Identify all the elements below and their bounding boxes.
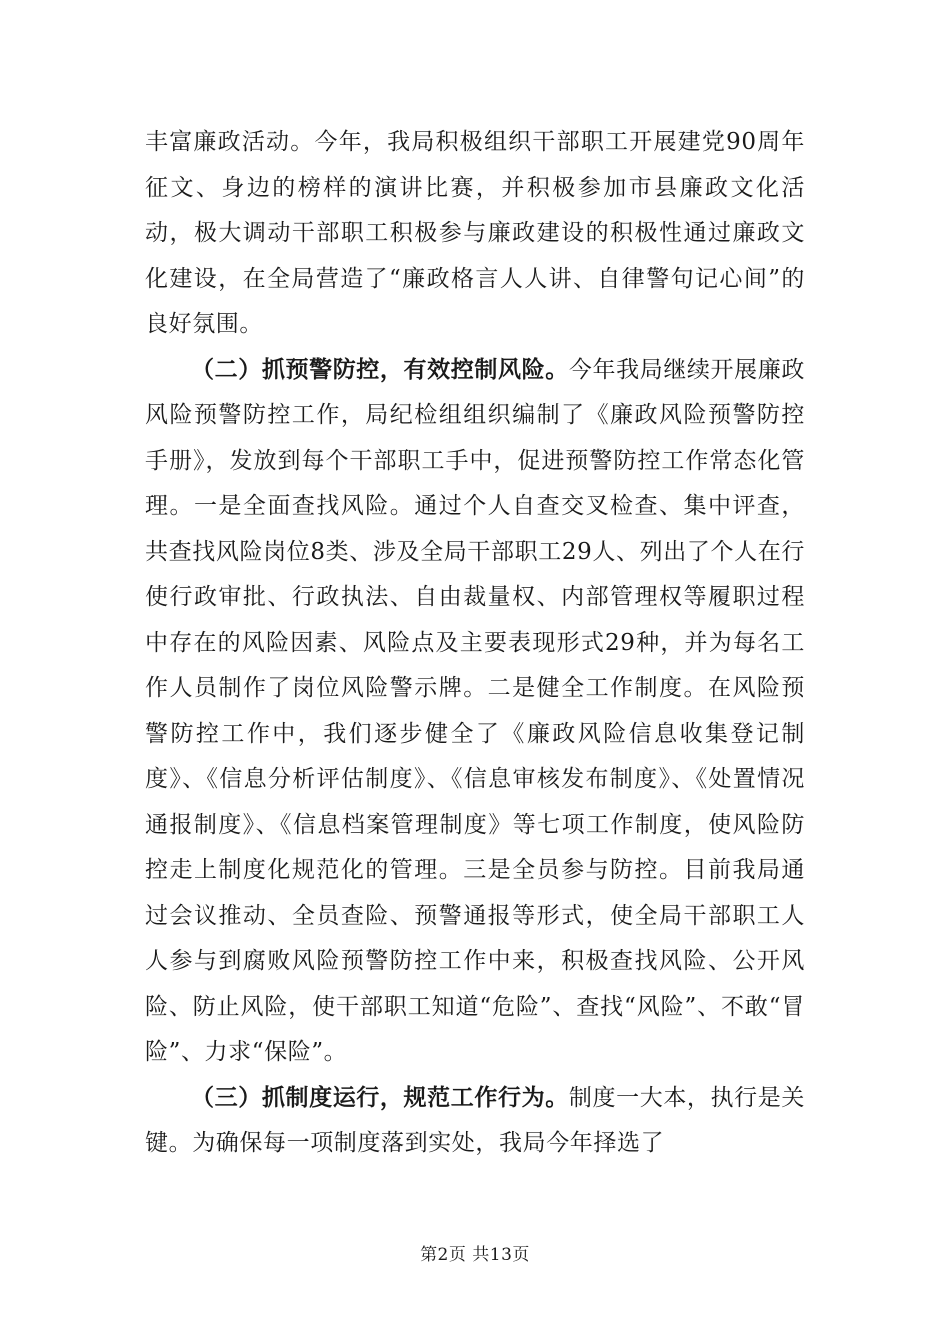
paragraph-3 bbox=[145, 1076, 805, 1167]
paragraph-2-text: 今年我局继续开展廉政风险预警防控工作，局纪检组组织编制了《廉政风险预警防控手册》，发放到每个干部职工手中，促进预警防控工作常态化管理。一是全面查找风险。通过个人自查交叉检查、集中评查，共查找风险岗位8类、涉及全局干部职工29人、列出了个人在行使行政审批、行政执法、自由裁量权、内部管理权等履职过程中存在的风险因素、风险点及主要表现形式29种，并为每名工作人员制作了岗位风险警示牌。二是健全工作制度。在风险预警防控工作中，我们逐步健全了《廉政风险信息收集登记制度》、《信息分析评估制度》、《信息审核发布制度》、《处置情况通报制度》、《信息档案管理制度》等七项工作制度，使风险防控走上制度化规范化的管理。三是全员参与防控。目前我局通过会议推动、全员查险、预警通报等形式，使全局干部职工人人参与到腐败风险预警防控工作中来，积极查找风险、公开风险、防止风险，使干部职工知道“危险”、查找“风险”、不敢“冒险”、力求“保险”。 bbox=[145, 356, 805, 1065]
page-number-footer: 第2页 共13页 bbox=[420, 1245, 530, 1265]
paragraph-1 bbox=[145, 120, 805, 348]
section-heading-2: （二）抓预警防控，有效控制风险。 bbox=[191, 356, 569, 383]
section-heading-3: （三）抓制度运行，规范工作行为。 bbox=[191, 1084, 569, 1111]
paragraph-2 bbox=[145, 348, 805, 1076]
document-body bbox=[145, 120, 805, 1167]
paragraph-1-text: 丰富廉政活动。今年，我局积极组织干部职工开展建党90周年征文、身边的榜样的演讲比赛，并积极参加市县廉政文化活动，极大调动干部职工积极参与廉政建设的积极性通过廉政文化建设，在全局营造了“廉政格言人人讲、自律警句记心间”的良好氛围。 bbox=[145, 129, 805, 337]
paragraph-3-text: 制度一大本，执行是关键。为确保每一项制度落到实处，我局今年择选了 bbox=[145, 1084, 805, 1156]
